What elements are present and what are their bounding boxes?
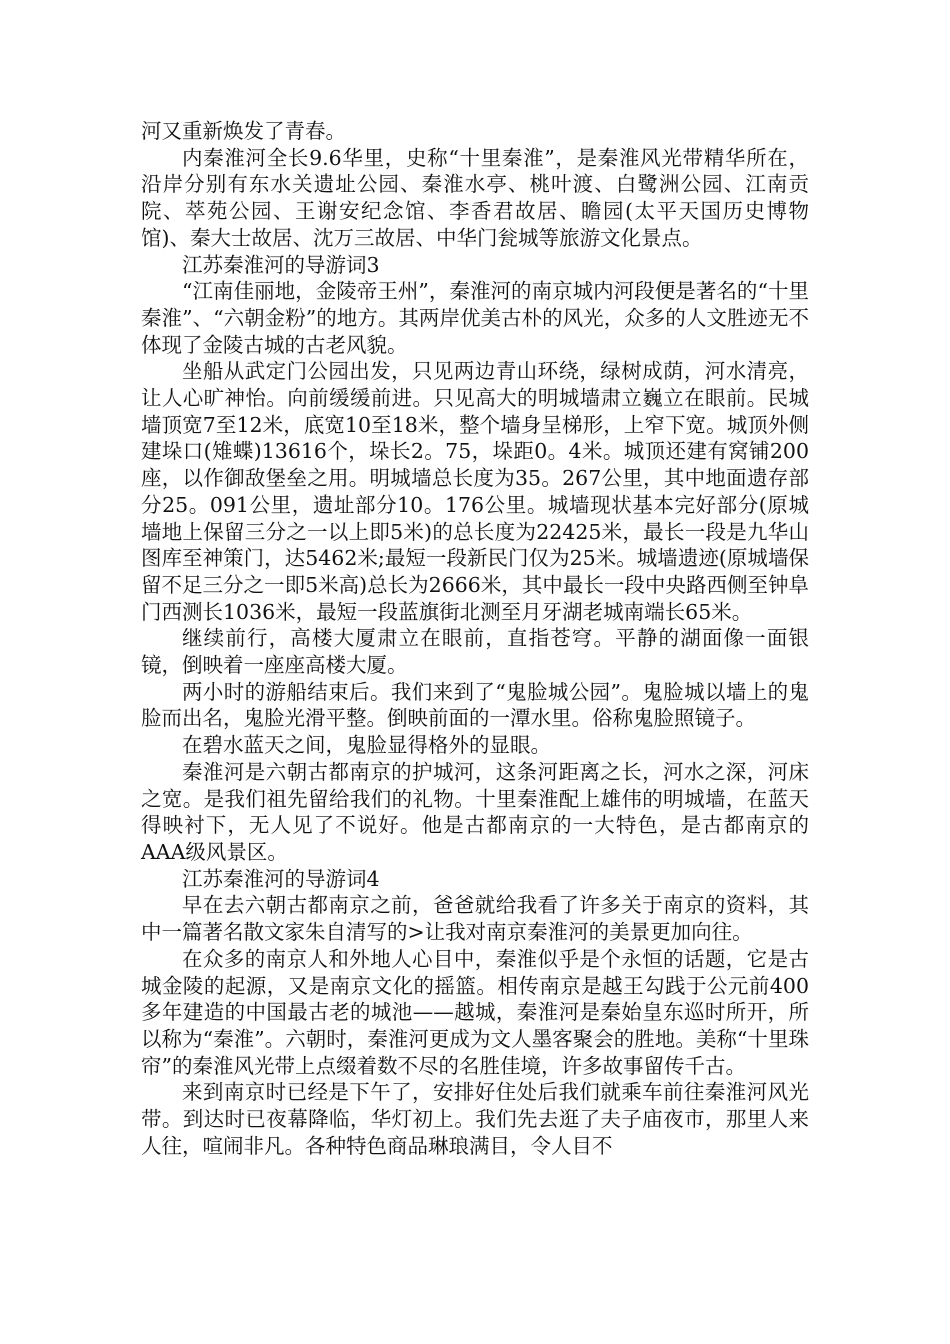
paragraph-before-trip: 早在去六朝古都南京之前，爸爸就给我看了许多关于南京的资料，其中一篇著名散文家朱自清写的>让我对南京秦淮河的美景更加向往。 [141,893,809,945]
document-body [141,118,809,1159]
paragraph-ghost-face-park: 两小时的游船结束后。我们来到了“鬼脸城公园”。鬼脸城以墙上的鬼脸而出名，鬼脸光滑平整。倒映前面的一潭水里。俗称鬼脸照镜子。 [141,679,809,731]
paragraph-city-wall: 坐船从武定门公园出发，只见两边青山环绕，绿树成荫，河水清亮，让人心旷神怡。向前缓缓前进。只见高大的明城墙肃立巍立在眼前。民城墙顶宽7至12米，底宽10至18米，整个墙身呈梯形，上窄下宽。城顶外侧建垛口(雉蝶)13616个，垛长2。75，垛距0。4米。城顶还建有窝铺200座，以作御敌堡垒之用。明城墙总长度为35。267公里，其中地面遗存部分25。091公里，遗址部分10。176公里。城墙现状基本完好部分(原城墙地上保留三分之一以上即5米)的总长度为22425米，最长一段是九华山图库至神策门，达5462米;最短一段新民门仅为25米。城墙遗迹(原城墙保留不足三分之一即5米高)总长为2666米，其中最长一段中央路西侧至钟阜门西测长1036米，最短一段蓝旗街北测至月牙湖老城南端长65米。 [141,359,809,624]
paragraph-inner-qinhuai: 内秦淮河全长9.6华里，史称“十里秦淮”，是秦淮风光带精华所在，沿岸分别有东水关遗址公园、秦淮水亭、桃叶渡、白鹭洲公园、江南贡院、萃苑公园、王谢安纪念馆、李香君故居、瞻园(太平天国历史博物馆)、秦大士故居、沈万三故居、中华门瓮城等旅游文化景点。 [141,145,809,250]
paragraph-intro-quote: “江南佳丽地，金陵帝王州”，秦淮河的南京城内河段便是著名的“十里秦淮”、“六朝金粉”的地方。其两岸优美古朴的风光，众多的人文胜迹无不体现了金陵古城的古老风貌。 [141,279,809,357]
paragraph-history: 在众多的南京人和外地人心目中，秦淮似乎是个永恒的话题，它是古城金陵的起源，又是南京文化的摇篮。相传南京是越王勾践于公元前400多年建造的中国最古老的城池——越城，秦淮河是秦始皇东巡时所开，所以称为“秦淮”。六朝时，秦淮河更成为文人墨客聚会的胜地。美称“十里珠帘”的秦淮风光带上点缀着数不尽的名胜佳境，许多故事留传千古。 [141,946,809,1078]
section-heading-4: 江苏秦淮河的导游词4 [182,866,380,891]
paragraph-moat: 秦淮河是六朝古都南京的护城河，这条河距离之长，河水之深，河床之宽。是我们祖先留给我们的礼物。十里秦淮配上雄伟的明城墙，在蓝天得映衬下，无人见了不说好。他是古都南京的一大特色，是古都南京的AAA级风景区。 [141,759,809,864]
section-heading-3: 江苏秦淮河的导游词3 [182,252,380,277]
paragraph-arrival: 来到南京时已经是下午了，安排好住处后我们就乘车前往秦淮河风光带。到达时已夜幕降临，华灯初上。我们先去逛了夫子庙夜市，那里人来人往，喧闹非凡。各种特色商品琳琅满目，令人目不 [141,1080,809,1158]
paragraph-high-rise: 继续前行，高楼大厦肃立在眼前，直指苍穹。平静的湖面像一面银镜，倒映着一座座高楼大厦。 [141,626,809,678]
paragraph-ghost-face: 在碧水蓝天之间，鬼脸显得格外的显眼。 [182,733,551,758]
paragraph-continuation: 河又重新焕发了青春。 [141,119,346,143]
